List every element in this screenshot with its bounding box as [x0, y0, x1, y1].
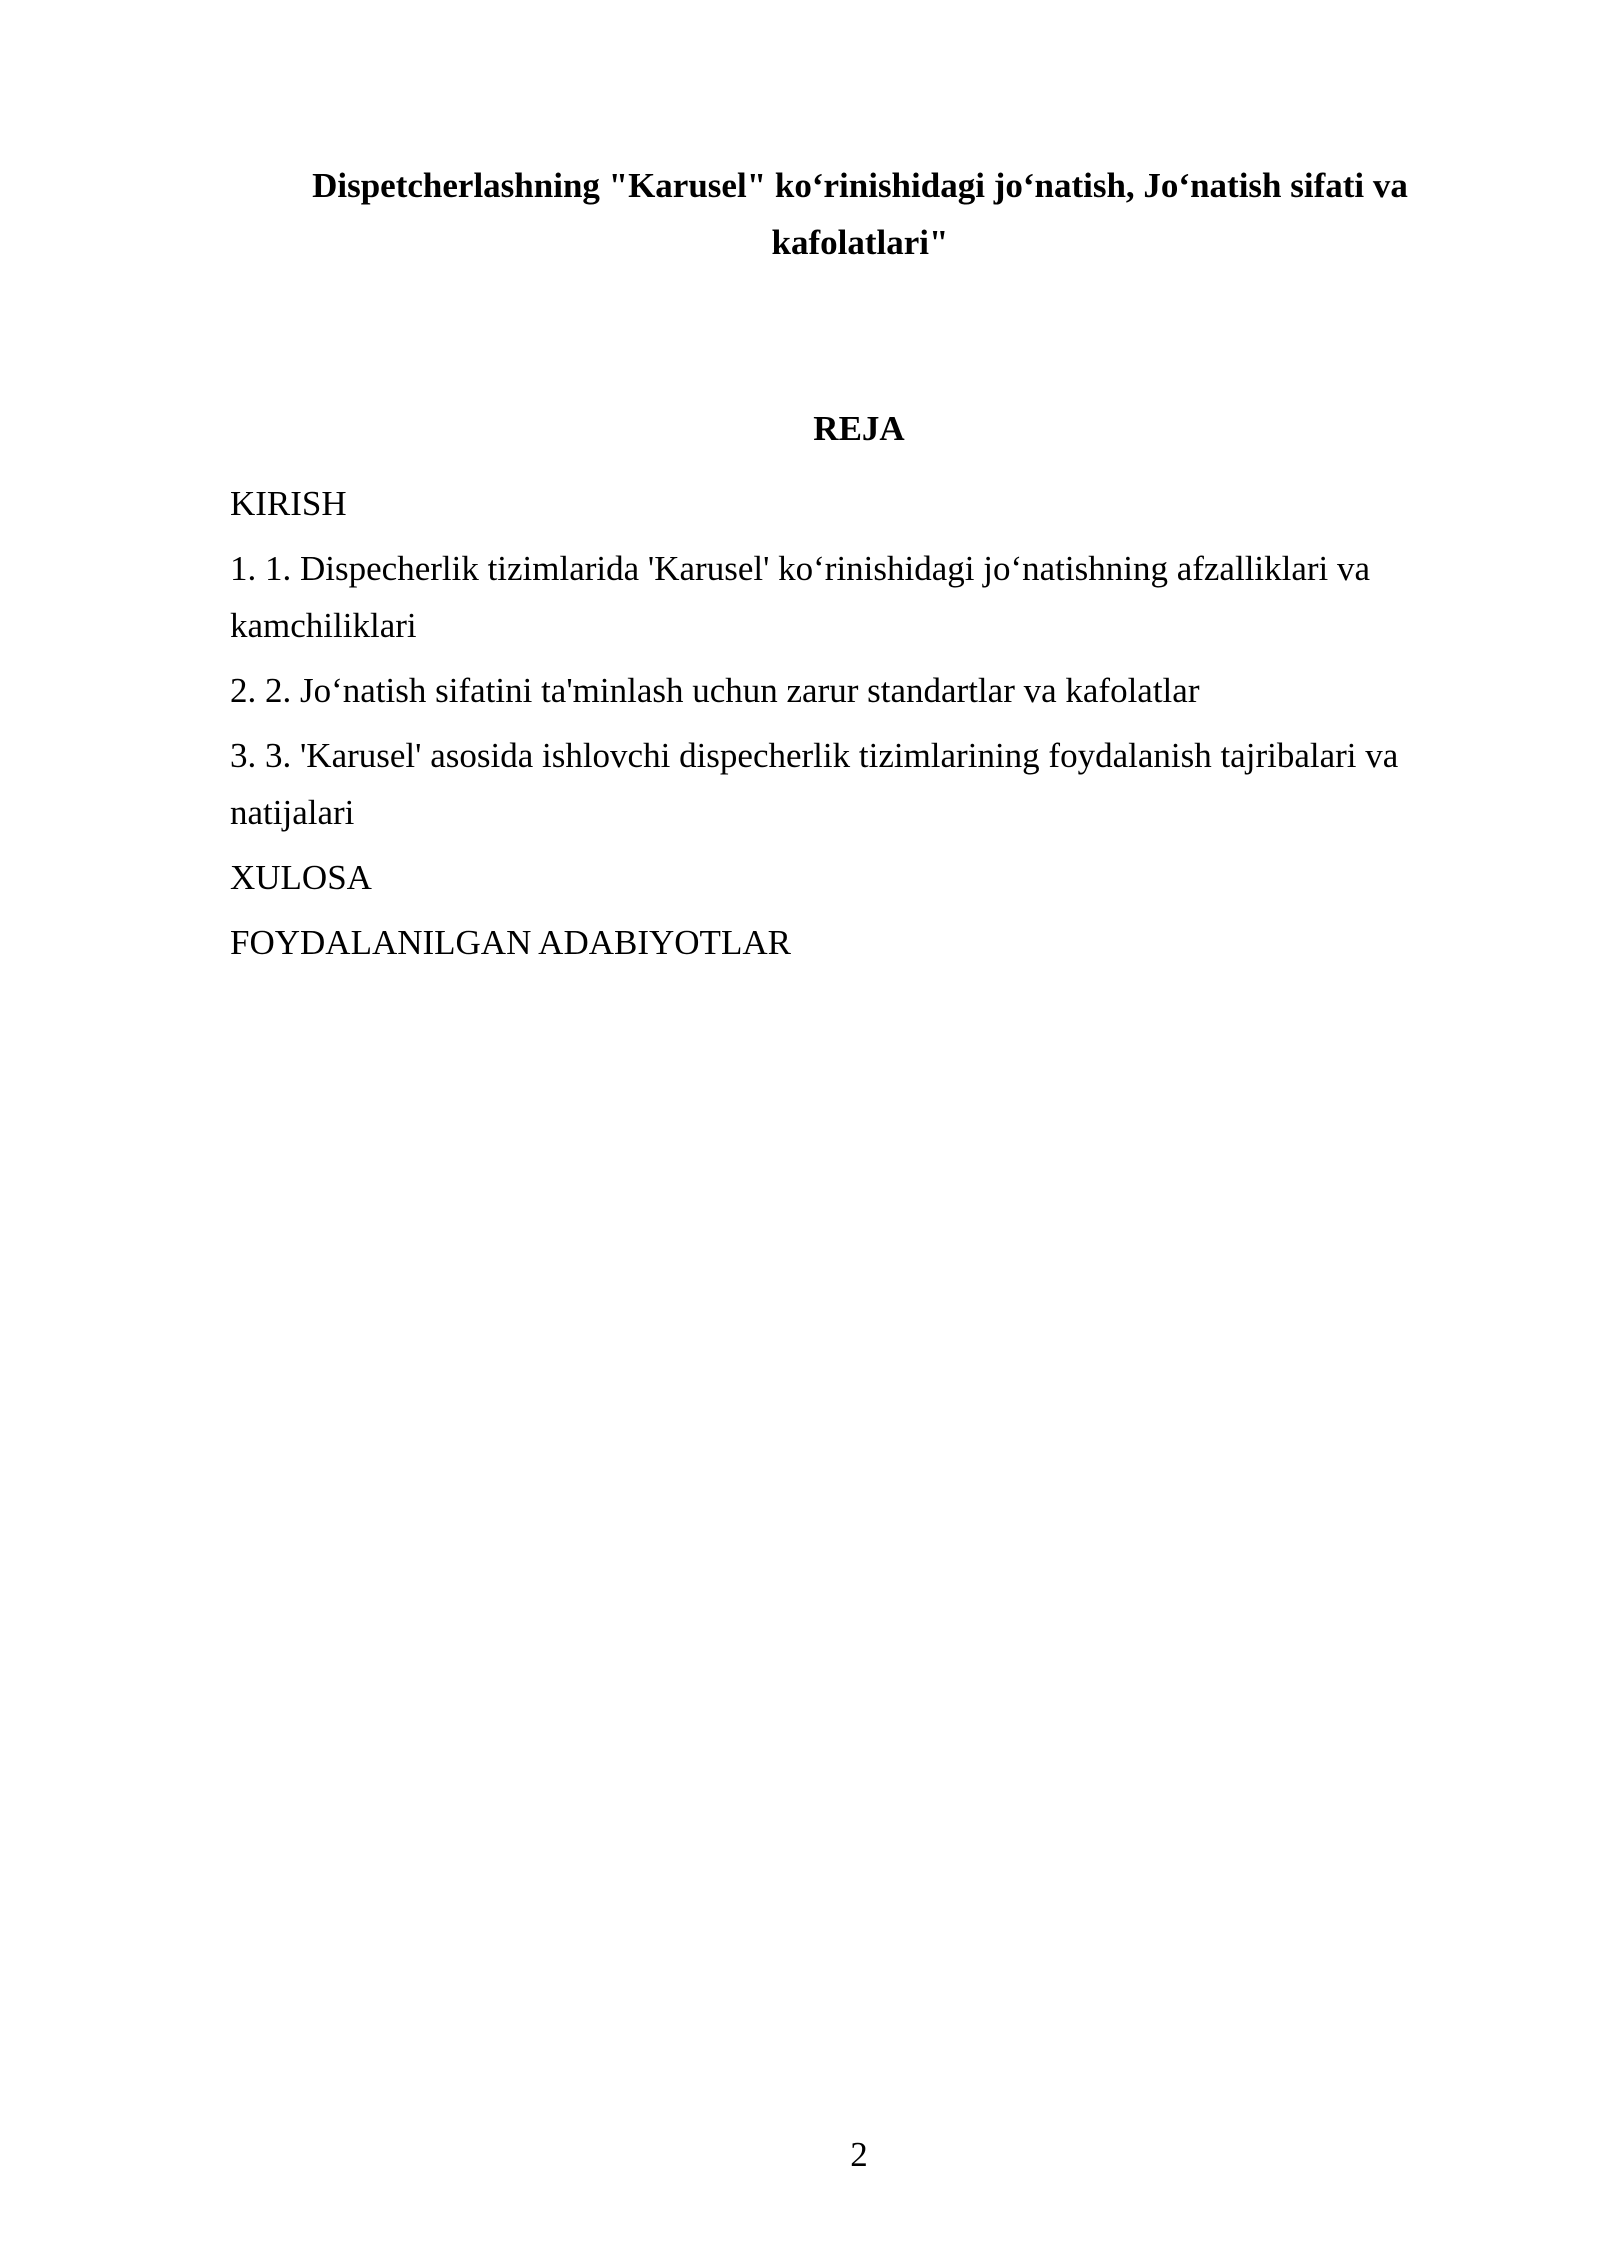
plan-heading-text: REJA [813, 409, 905, 448]
plan-heading [0, 404, 1600, 454]
table-of-contents [230, 475, 1520, 979]
document-title: Dispetcherlashning "Karusel" ko‘rinishidagi jo‘natish, Jo‘natish sifati va kafolatlari" [312, 166, 1408, 262]
toc-item-section-3: 3. 3. 'Karusel' asosida ishlovchi dispecherlik tizimlarining foydalanish tajribalari va natijalari [230, 736, 1399, 832]
toc-item-conclusion: XULOSA [230, 858, 372, 897]
toc-item-introduction: KIRISH [230, 484, 347, 523]
page-number-text: 2 [850, 2135, 868, 2174]
page-number [0, 2130, 1600, 2180]
toc-item-section-2: 2. 2. Jo‘natish sifatini ta'minlash uchun zarur standartlar va kafolatlar [230, 671, 1200, 710]
toc-item-section-1: 1. 1. Dispecherlik tizimlarida 'Karusel' ko‘rinishidagi jo‘natishning afzalliklari va kamchiliklari [230, 549, 1371, 645]
toc-item-references: FOYDALANILGAN ADABIYOTLAR [230, 923, 791, 962]
